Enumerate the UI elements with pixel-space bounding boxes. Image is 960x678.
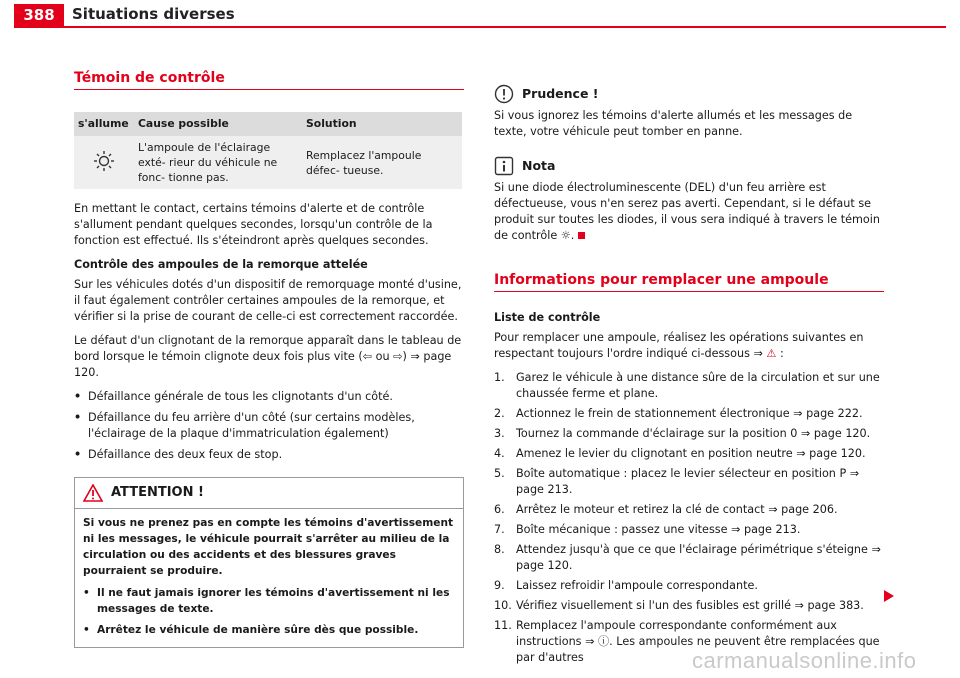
table-row: [74, 136, 462, 189]
section-title-ampoule: Informations pour remplacer une ampoule: [494, 272, 884, 292]
list-item: 1. Garez le véhicule à une distance sûre de la circulation et sur une chaussée ferme et plane.: [494, 371, 880, 400]
chapter-title: Situations diverses: [72, 5, 235, 23]
list-item: 2. Actionnez le frein de stationnement électronique ⇒ page 222.: [494, 407, 863, 420]
checklist-intro: Pour remplacer une ampoule, réalisez les opérations suivantes en respectant toujours l'ordre indiqué ci-dessous ⇒ ⚠ :: [494, 331, 864, 360]
note-text: Si une diode électroluminescente (DEL) d'un feu arrière est défectueuse, vous n'en serez pas averti. Cependant, si le défaut se produit sur toutes les diodes, il vous sera indiqué à travers le témoin de contrôle ☼.: [494, 181, 880, 242]
caution-text: Si vous ignorez les témoins d'alerte allumés et les messages de texte, votre véhicule peut tomber en panne.: [494, 109, 853, 138]
table-header-lights-up: s'allume: [74, 112, 134, 136]
warning-box: [74, 477, 464, 648]
turn-left-icon: ⇦: [362, 350, 373, 363]
info-note-icon: [494, 156, 514, 176]
table-header-cause: Cause possible: [134, 112, 302, 136]
caution-title-row: [494, 84, 884, 104]
list-item: • Défaillance générale de tous les clignotants d'un côté.: [74, 390, 393, 403]
list-item: • Défaillance des deux feux de stop.: [74, 448, 283, 461]
caution-title: Prudence !: [522, 86, 599, 101]
table-cell-solution: Remplacez l'ampoule défec- tueuse.: [302, 136, 462, 189]
table-cell-cause: L'ampoule de l'éclairage exté- rieur du véhicule ne fonc- tionne pas.: [134, 136, 302, 189]
intro-paragraph: En mettant le contact, certains témoins d'alerte et de contrôle s'allument pendant quelques secondes, lorsqu'un contrôle de la fonction est effectué. Ils s'éteindront après quelques secondes.: [74, 202, 433, 247]
section-title-temoin: Témoin de contrôle: [74, 70, 464, 90]
list-item: 9. Laissez refroidir l'ampoule correspondante.: [494, 579, 758, 592]
warning-triangle-icon: [83, 484, 103, 502]
warning-title: ATTENTION !: [111, 485, 204, 500]
list-item: • Défaillance du feu arrière d'un côté (sur certains modèles, l'éclairage de la plaque d'immatriculation également): [74, 411, 415, 440]
warning-triangle-icon: ⚠: [766, 347, 777, 360]
bulb-warning-icon: ☼: [560, 229, 571, 242]
trailer-paragraph: Sur les véhicules dotés d'un dispositif de remorquage monté d'usine, il faut également contrôler certaines ampoules de la remorque, et vérifier si la prise de courant de celle-ci est correctement raccordée.: [74, 278, 462, 323]
note-title: Nota: [522, 158, 556, 173]
table-header-solution: Solution: [302, 112, 462, 136]
end-marker-icon: [578, 232, 585, 239]
bulb-warning-icon: [93, 150, 115, 172]
trailer-subheading: Contrôle des ampoules de la remorque attelée: [74, 258, 368, 271]
list-item: 8. Attendez jusqu'à que ce que l'éclairage périmétrique s'éteigne ⇒ page 120.: [494, 543, 881, 572]
checklist-steps: [494, 370, 884, 666]
turn-signal-paragraph: Le défaut d'un clignotant de la remorque apparaît dans le tableau de bord lorsque le témoin clignote deux fois plus vite (⇦ ou ⇨) ⇒ page 120.: [74, 334, 462, 379]
list-item: • Arrêtez le véhicule de manière sûre dès que possible.: [83, 624, 419, 636]
warning-body: [75, 509, 463, 647]
warning-intro: Si vous ne prenez pas en compte les témoins d'avertissement ni les messages, le véhicule pourrait s'arrêter au milieu de la circulation ou des accidents et des blessures graves pourraient se produire.: [83, 517, 454, 577]
caution-icon: [494, 84, 514, 104]
right-column: [494, 84, 884, 670]
turn-right-icon: ⇨: [393, 350, 403, 363]
list-item: 11. Remplacez l'ampoule correspondante conformément aux instructions ⇒ ⓘ. Les ampoules ne peuvent être remplacées que par d'autres: [494, 619, 880, 664]
list-item: • Il ne faut jamais ignorer les témoins d'avertissement ni les messages de texte.: [83, 587, 450, 615]
header-rule: [14, 26, 946, 28]
checklist-heading: Liste de contrôle: [494, 311, 601, 324]
warning-title-row: [75, 478, 463, 509]
indicator-table: [74, 112, 462, 189]
list-item: 6. Arrêtez le moteur et retirez la clé de contact ⇒ page 206.: [494, 503, 838, 516]
page-number: 388: [14, 4, 64, 26]
list-item: 7. Boîte mécanique : passez une vitesse ⇒ page 213.: [494, 523, 801, 536]
list-item: 10. Vérifiez visuellement si l'un des fusibles est grillé ⇒ page 383.: [494, 599, 864, 612]
list-item: 3. Tournez la commande d'éclairage sur la position 0 ⇒ page 120.: [494, 427, 871, 440]
list-item: 5. Boîte automatique : placez le levier sélecteur en position P ⇒ page 213.: [494, 467, 860, 496]
left-column: [74, 70, 464, 648]
note-title-row: [494, 156, 884, 176]
table-cell-icon: [74, 136, 134, 189]
continue-arrow-icon: [884, 590, 894, 602]
watermark: carmanualsonline.info: [692, 648, 917, 673]
list-item: 4. Amenez le levier du clignotant en position neutre ⇒ page 120.: [494, 447, 866, 460]
